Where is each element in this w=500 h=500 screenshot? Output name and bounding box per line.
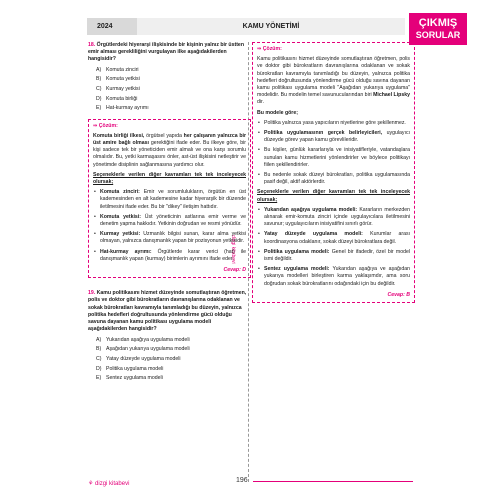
solution-head-text: Çözüm: [262, 46, 282, 52]
option [88, 337, 251, 344]
header-title: KAMU YÖNETİMİ [137, 18, 405, 35]
question-19-options [88, 337, 251, 383]
option-letter: C) [96, 86, 102, 93]
side-brand: dizgi kitabevi [230, 235, 236, 264]
option-letter: A) [96, 336, 102, 343]
bullet-term: Sentez uygulama modeli: [264, 266, 330, 273]
question-19-number: 19. [88, 290, 96, 297]
bullet-text: Üst yöneticinin astlarına emir verme ve denetim yapma hakkıdır. Yetkinin doğrudan ve resmi yönüdür. [100, 213, 246, 228]
option [88, 76, 251, 83]
question-19-text: Kamu politikasını hizmet düzeyinde somutlaştıran öğretmen, polis ve doktor gibi bürokratların davranışlarına odaklanan ve sokak bürokratları kavramıyla tanımladığı bu düzeyin, yalnızca politika hedefleri doğrultusunda yönlendirme gücü olduğu savuna dayanan kamu politikası uygulama modeli aşağıdakilerden hangisidir? [88, 290, 247, 333]
bullet [257, 130, 410, 144]
option-text: Komuta zinciri [106, 66, 139, 73]
solution-19-subhead: Seçeneklerle verilen diğer kavramları tek tek inceleyecek olursak; [257, 189, 410, 203]
badge-line1: ÇIKMIŞ [418, 17, 458, 29]
option-text: Komuta birliği [106, 95, 138, 102]
bullet-text: uygulayıcı düzeyde görev yapan kamu görevlileridir. [264, 130, 410, 144]
bullet-term: Kurmay yetkisi: [100, 231, 141, 238]
option [88, 96, 251, 103]
question-18-text: Örgütlerdeki hiyerarşi ilişkisinde bir kişinin yalnız bir üstten emir alması gerekliliğini vurgulayan ilke aşağıdakilerden hangisidir? [88, 42, 244, 63]
bullet [257, 120, 410, 127]
question-18 [88, 42, 251, 64]
option [88, 67, 251, 74]
option-text: Yukarıdan aşağıya uygulama modeli [106, 336, 190, 343]
bullet-text: Genel bir ifadedir, özel bir model ismi değildir. [264, 248, 410, 263]
page-header [87, 18, 405, 35]
header-year: 2024 [87, 18, 137, 35]
bullet-text: Uzmanlık bilgisi sunan, karar alma yetkisi olmayan, yalnızca danışmanlık yapan bir pozisyonun yetkisidir. [100, 231, 246, 245]
solution-18 [88, 119, 251, 279]
option-text: Kurmay yetkisi [106, 86, 140, 93]
option-letter: D) [96, 95, 102, 102]
option [88, 86, 251, 93]
option-text: Hat-kurmay ayrımı [106, 105, 149, 112]
publisher-name: dizgi kitabevi [95, 481, 130, 487]
question-18-number: 18. [88, 42, 96, 48]
option-text: Politika uygulama modeli [106, 365, 164, 372]
solution-19-paragraph [257, 56, 410, 106]
bullet [257, 249, 410, 263]
bullet [257, 172, 410, 186]
bullet-term: Yatay düzeyde uygulama modeli: [264, 231, 363, 238]
cikmis-sorular-badge [409, 13, 467, 45]
option-letter: E) [96, 105, 102, 112]
bullet [93, 189, 246, 211]
solution-18-subhead: Seçeneklerle verilen diğer kavramları tek tek inceleyecek olursak; [93, 171, 246, 186]
option [88, 356, 251, 363]
bullet [93, 231, 246, 245]
bullet [257, 147, 410, 169]
bullet-term: Politika uygulama modeli: [264, 248, 330, 255]
option-letter: E) [96, 375, 102, 382]
bullet-term: Komuta zinciri: [100, 189, 140, 196]
bullet-text: Kararların merkezden alınarak emir-komuta zinciri içinde uygulayıcılara iletilmesini savunur; uygulayıcıların inisiyatifini sınırlı görür. [264, 206, 410, 228]
text: örgütsel yapıda [144, 132, 184, 139]
bullet-text: Bu nedenle sokak düzeyi bürokratları, politika uygulamasında pasif değil, aktif aktörlerdir. [264, 172, 410, 186]
publisher-logo: ⚘ dizgi kitabevi [88, 481, 130, 487]
option-text: Aşağıdan yukarıya uygulama modeli [106, 346, 190, 353]
option [88, 366, 251, 373]
answer-18: Cevap: D [223, 267, 246, 274]
question-18-options [88, 67, 251, 113]
answer-19: Cevap: B [387, 291, 410, 298]
option-letter: B) [96, 76, 102, 83]
page-number: 196 [236, 477, 248, 484]
bullet-term: Hat-kurmay ayrımı: [100, 248, 152, 255]
bullet-text: Bu kişiler, günlük kararlarıyla ve inisiyatifleriyle, vatandaşlara sunulan kamu hizmetlerini yönlendirirler ve böylece politikayı fiilen şekillendirirler. [264, 147, 410, 168]
bullet-text: Yukarıdan aşağıya ve aşağıdan yukarıya modelleri birleştiren karma yaklaşımdır, ama soru doğrudan sokak bürokratlarını odağındaki için bu değildir. [264, 266, 410, 287]
bullet-text: Kurumlar arası koordinasyona odaklanır, sokak düzeyi bürokratlara değil. [264, 231, 410, 245]
option-letter: A) [96, 66, 102, 73]
option [88, 375, 251, 382]
option-letter: D) [96, 365, 102, 372]
text: dir. [257, 99, 264, 106]
bullet [257, 266, 410, 288]
left-column [88, 42, 251, 385]
option-text: Sentez uygulama modeli [106, 375, 163, 382]
text: Kamu politikasını hizmet düzeyinde somutlaştıran öğretmen, polis ve doktor gibi bürokratların davranışlarına odaklanan ve sokak bürokratları kavramıyla tanımladığı bu düzeyin, yalnızca politika hedefleri doğrultusunda yönlendirme gücü olduğu savına dayanan kamu politikası uygulama modeli "Aşağıdan yukarıya uygulama" modelidir. Bu modelin temel savunucularından biri [257, 56, 410, 99]
solution-19-model-head: Bu modele göre; [257, 109, 298, 116]
option [88, 346, 251, 353]
bullet-term: Komuta yetkisi: [100, 213, 141, 220]
option [88, 105, 251, 112]
right-column [252, 42, 415, 303]
badge-line2: SORULAR [415, 30, 461, 40]
bold-text: Michael Lipsky [373, 92, 410, 99]
solution-18-head: ⇒ Çözüm: [93, 122, 118, 129]
option-letter: B) [96, 346, 102, 353]
bullet-term: Politika uygulamasının gerçek belirleyicileri, [264, 130, 383, 137]
text: gerektiğini ifade eder. Bu ilkeye göre, bir kişi sadece tek bir yöneticiden emir almalı ve ona karşı sorumlu olmalıdır. Bu, yetki karmaşasını önler, ast-üst ilişkisini netleştirir ve yönetimde disiplinin sağlanmasına yardımcı olur. [93, 140, 246, 168]
solution-18-paragraph [93, 133, 246, 169]
option-text: Komuta yetkisi [106, 76, 140, 83]
solution-19-head: ⇒ Çözüm: [257, 46, 282, 52]
question-19 [88, 290, 251, 333]
bold-text: her çalışanın yalnızca bir üst amire bağlı olması [93, 132, 246, 147]
bullet-text: Emir ve sorumlulukların, örgütün en üst kademesinden en alt kademesine kadar hiyerarşik bir düzende iletilmesini ifade eder. Bu bir "dikey" iletişim hattıdır. [100, 189, 246, 210]
bullet [93, 214, 246, 228]
bullet-text: Politika yalnızca yasa yapıcıların niyetlerine göre şekillenmez. [264, 119, 406, 126]
bullet [257, 231, 410, 245]
bullet-text: Örgütlerde karar verici (hat) ile danışmanlık yapan (kurmay) birimlerin ayrımını ifade eder. [100, 248, 246, 262]
bullet [257, 207, 410, 229]
bold-text: Komuta birliği ilkesi, [93, 132, 145, 139]
solution-head-text: Çözüm: [98, 122, 118, 129]
bullet [93, 249, 246, 263]
footer-line [253, 481, 413, 482]
solution-19 [252, 42, 415, 303]
option-text: Yatay düzeyde uygulama modeli [106, 355, 181, 362]
bullet-term: Yukarıdan aşağıya uygulama modeli: [264, 206, 358, 213]
option-letter: C) [96, 355, 102, 362]
